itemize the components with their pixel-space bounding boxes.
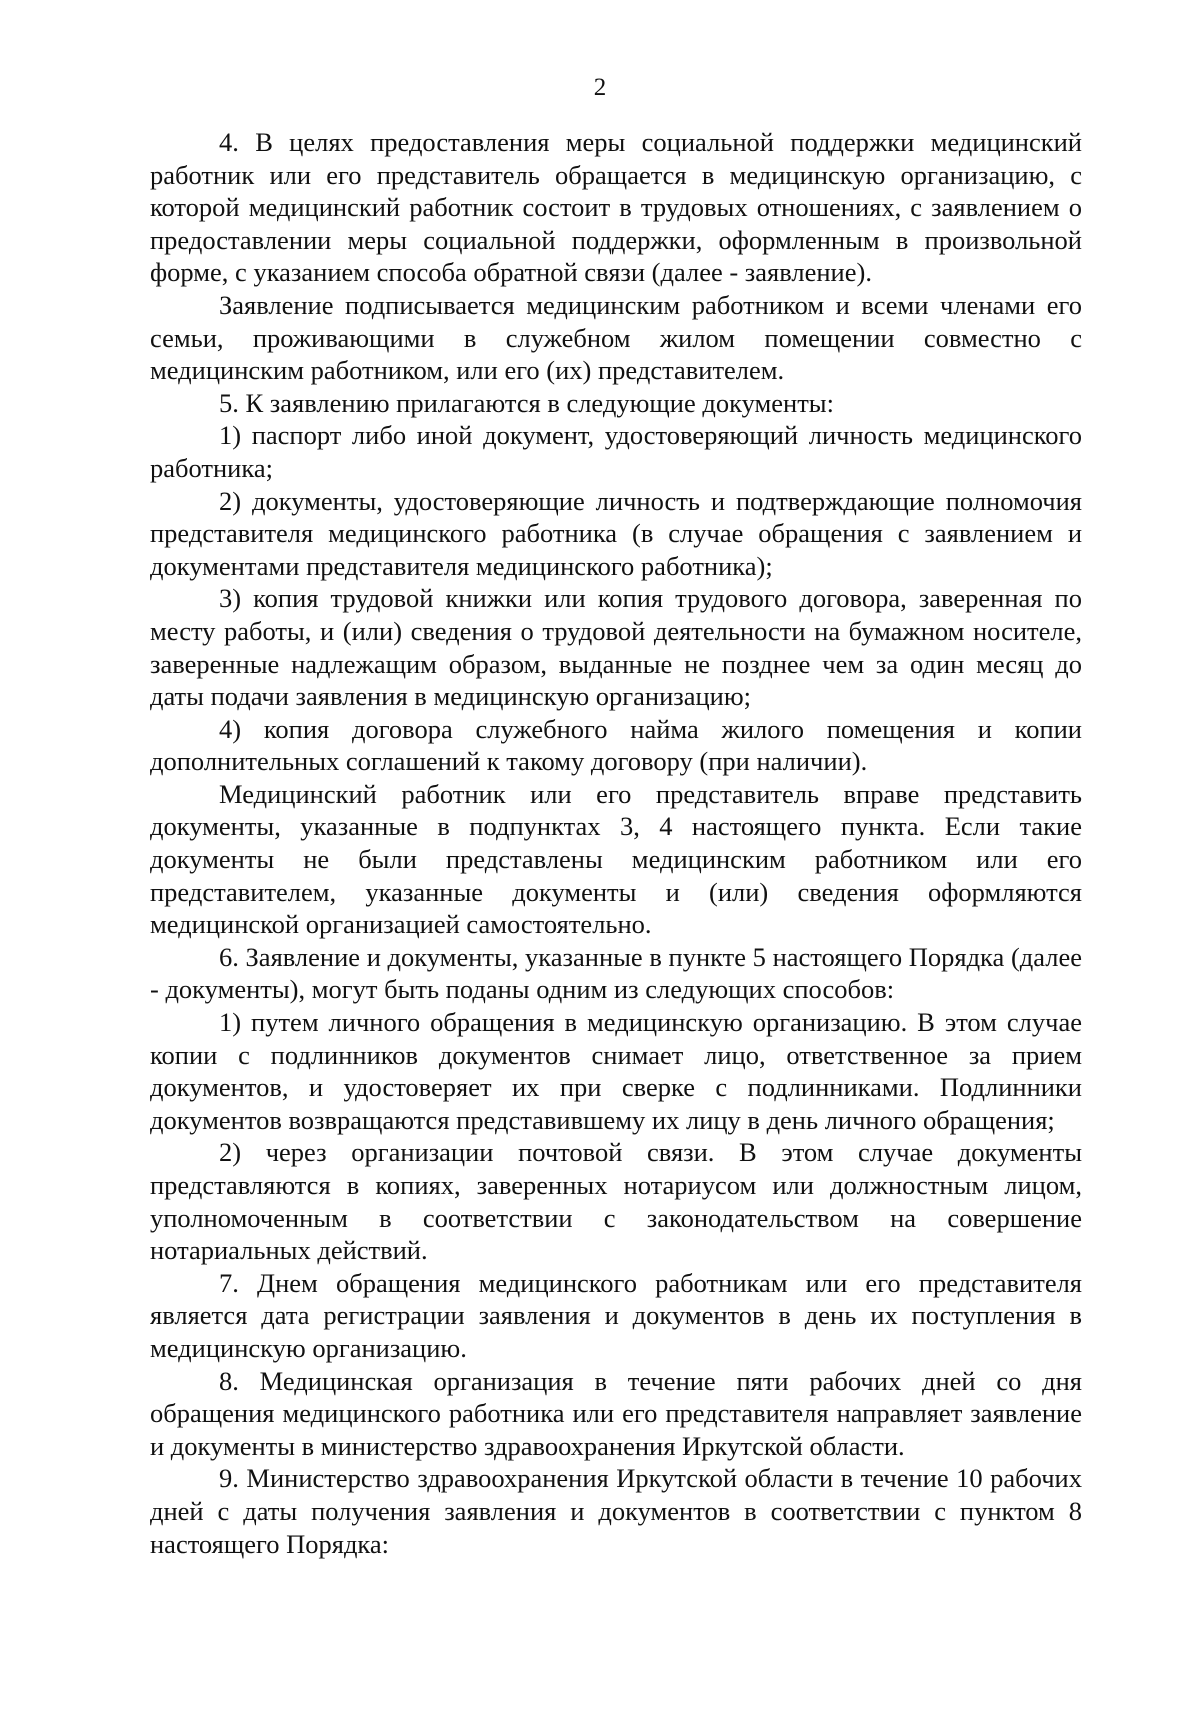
- paragraph-9: 9. Министерство здравоохранения Иркутской области в течение 10 рабочих дней с даты получения заявления и документов в соответствии с пунктом 8 настоящего Порядка:: [150, 1463, 1082, 1559]
- paragraph-7: 7. Днем обращения медицинского работникам или его представителя является дата регистрации заявления и документов в день их поступления в медицинскую организацию.: [150, 1267, 1082, 1363]
- paragraph-6-item-2: 2) через организации почтовой связи. В этом случае документы представляются в копиях, заверенных нотариусом или должностным лицом, уполномоченным в соответствии с законодательством на совершение нотариальных действий.: [150, 1137, 1082, 1266]
- paragraph-8: 8. Медицинская организация в течение пяти рабочих дней со дня обращения медицинского работника или его представителя направляет заявление и документы в министерство здравоохранения Иркутской области.: [150, 1365, 1082, 1461]
- paragraph-5-note: Медицинский работник или его представитель вправе представить документы, указанные в подпунктах 3, 4 настоящего пункта. Если такие документы не были представлены медицинским работником или его представителем, указанные документы и (или) сведения оформляются медицинской организацией самостоятельно.: [150, 778, 1082, 940]
- paragraph-5-item-4: 4) копия договора служебного найма жилого помещения и копии дополнительных соглашений к такому договору (при наличии).: [150, 713, 1082, 777]
- page-number: 2: [593, 74, 607, 101]
- paragraph-6: 6. Заявление и документы, указанные в пункте 5 настоящего Порядка (далее - документы), могут быть поданы одним из следующих способов:: [150, 941, 1082, 1005]
- paragraph-application-signing: Заявление подписывается медицинским работником и всеми членами его семьи, проживающими в служебном жилом помещении совместно с медицинским работником, или его (их) представителем.: [150, 289, 1082, 386]
- paragraph-4: 4. В целях предоставления меры социальной поддержки медицинский работник или его представитель обращается в медицинскую организацию, с которой медицинский работник состоит в трудовых отношениях, с заявлением о предоставлении меры социальной поддержки, оформленным в произвольной форме, с указанием способа обратной связи (далее - заявление).: [150, 127, 1082, 288]
- document-body: [150, 126, 1082, 1560]
- paragraph-5-item-2: 2) документы, удостоверяющие личность и подтверждающие полномочия представителя медицинского работника (в случае обращения с заявлением и документами представителя медицинского работника);: [150, 485, 1082, 581]
- paragraph-5: 5. К заявлению прилагаются в следующие документы:: [219, 387, 834, 418]
- paragraph-5-item-1: 1) паспорт либо иной документ, удостоверяющий личность медицинского работника;: [150, 420, 1082, 483]
- paragraph-5-item-3: 3) копия трудовой книжки или копия трудового договора, заверенная по месту работы, и (или) сведения о трудовой деятельности на бумажном носителе, заверенные надлежащим образом, выданные не позднее чем за один месяц до даты подачи заявления в медицинскую организацию;: [150, 583, 1082, 712]
- paragraph-6-item-1: 1) путем личного обращения в медицинскую организацию. В этом случае копии с подлинников документов снимает лицо, ответственное за прием документов, и удостоверяет их при сверке с подлинниками. Подлинники документов возвращаются представившему их лицу в день личного обращения;: [150, 1007, 1082, 1135]
